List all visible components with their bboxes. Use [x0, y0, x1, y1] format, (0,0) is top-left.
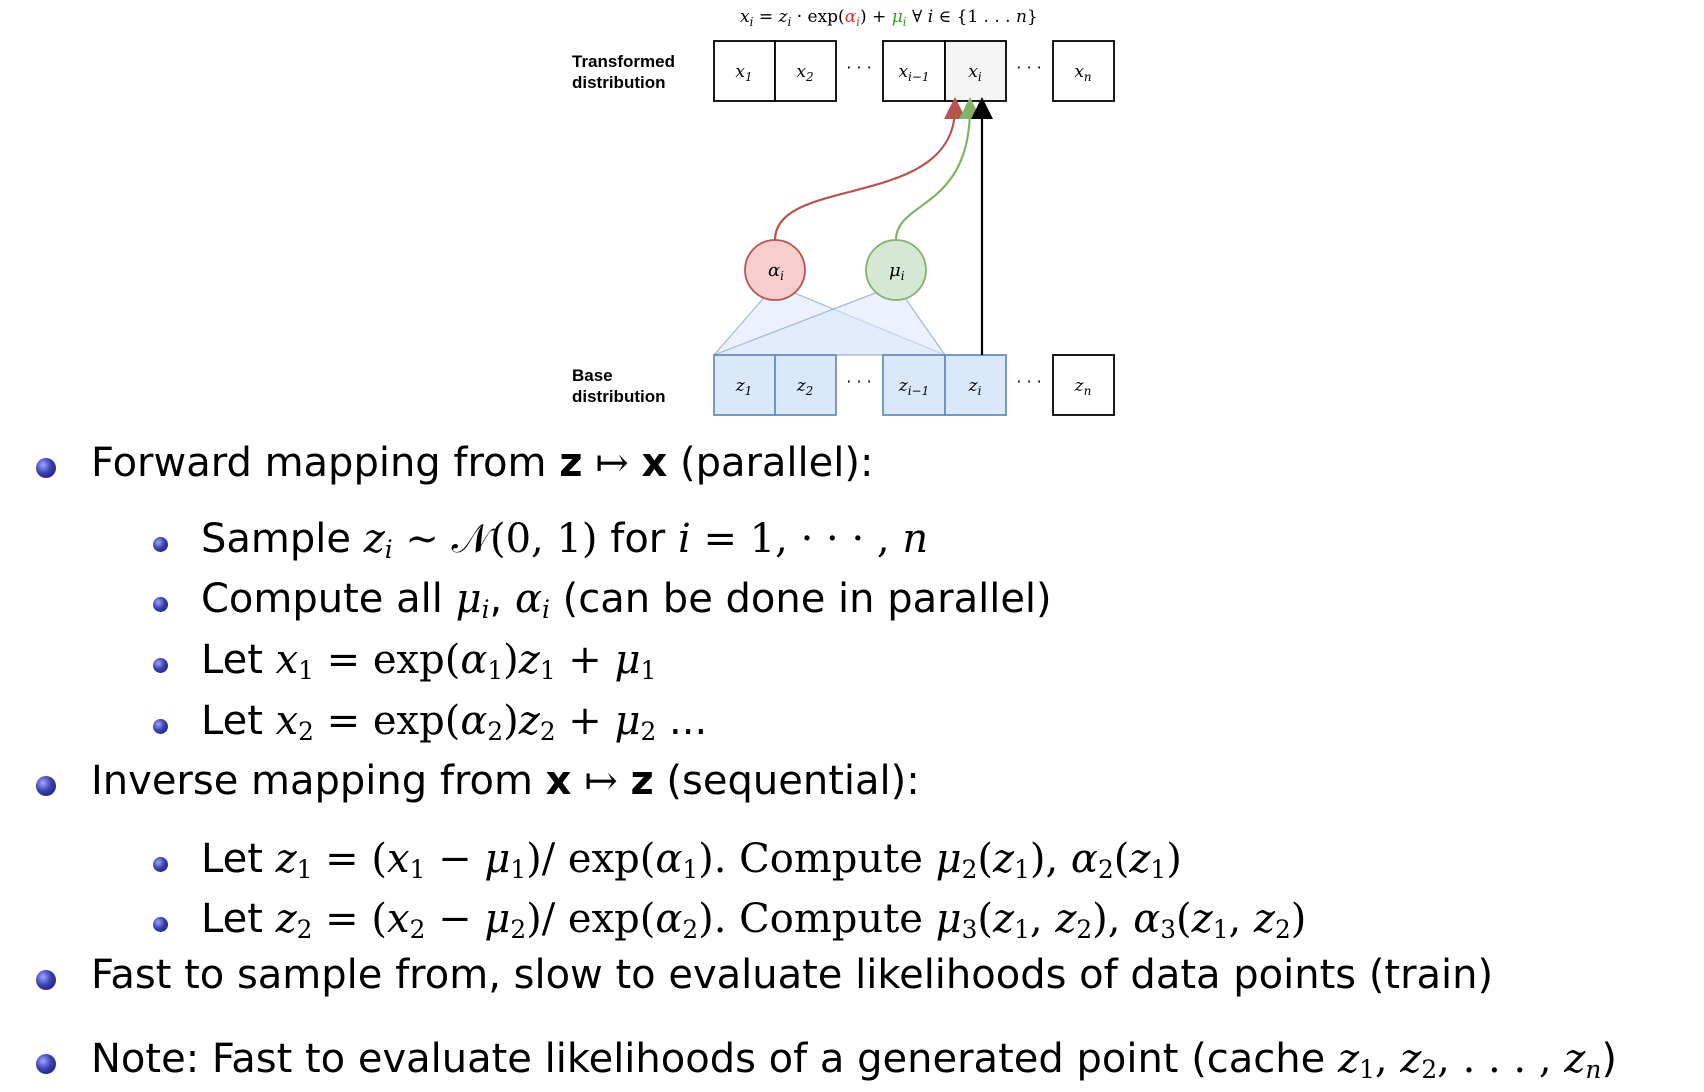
item-compute: Compute all $\mu_i$, $\alpha_i$ (can be done in parallel) [201, 576, 1052, 625]
diagram-formula: $x_i = z_i \cdot \exp(\alpha_i) + \mu_i$ ∀ i ∈ {1 . . . n} [740, 7, 1038, 29]
bullet-let-x1 [153, 658, 168, 673]
bullet-sample [153, 537, 168, 552]
item-forward-mapping: Forward mapping from z ↦ x (parallel): [91, 440, 874, 486]
alpha-node-label: $\alpha_i$ [768, 260, 784, 283]
bullet-inv-z1 [153, 857, 168, 872]
base-label: Base [572, 366, 613, 385]
x-cell-label-5: $x_n$ [1074, 62, 1092, 84]
item-let-x2: Let $x_2 = \exp(\alpha_2)z_2 + \mu_2$ ... [201, 698, 708, 747]
x-cell-label-3: $x_{i-1}$ [898, 62, 930, 84]
base-label-2: distribution [572, 387, 666, 406]
bullet-note [36, 1054, 56, 1074]
x-ellipsis-1: · · · [846, 58, 872, 77]
item-fast-sample: Fast to sample from, slow to evaluate likelihoods of data points (train) [91, 952, 1494, 998]
bullet-forward [36, 458, 56, 478]
x-ellipsis-2: · · · [1016, 58, 1042, 77]
item-inverse-z1: Let $z_1 = (x_1 - \mu_1)/$ $\exp(\alpha_1)$. Compute $\mu_2(z_1)$, $\alpha_2(z_1)$ [201, 836, 1182, 885]
x-cell-label-2: $x_2$ [796, 62, 814, 84]
transformed-label-2: distribution [572, 73, 666, 92]
x-cell-label-1: $x_1$ [735, 62, 753, 84]
bullet-let-x2 [153, 719, 168, 734]
item-note: Note: Fast to evaluate likelihoods of a generated point (cache $z_1$, $z_2$, . . . , $z_n$) [91, 1036, 1617, 1085]
item-inverse-mapping: Inverse mapping from x ↦ z (sequential): [91, 758, 920, 804]
transformed-label: Transformed [572, 52, 675, 71]
z-cell-label-4: $z_i$ [968, 376, 982, 398]
bullet-fast [36, 970, 56, 990]
z-ellipsis-1: · · · [846, 372, 872, 391]
item-sample: Sample $z_i$ ∼ 𝒩(0, 1) for i = 1, · · · , n [201, 516, 929, 565]
bullet-inverse [36, 776, 56, 796]
z-cell-label-3: $z_{i-1}$ [898, 376, 930, 398]
item-inverse-z2: Let $z_2 = (x_2 - \mu_2)/$ $\exp(\alpha_2)$. Compute $\mu_3(z_1$, $z_2$), $\alpha_3(z_1$, $z_2$) [201, 896, 1307, 945]
item-let-x1: Let $x_1 = \exp(\alpha_1)z_1 + \mu_1$ [201, 637, 657, 686]
x-cell-label-4: $x_i$ [968, 62, 982, 84]
autoregressive-flow-diagram [0, 0, 1704, 430]
z-cell-label-1: $z_1$ [735, 376, 753, 398]
bullet-compute [153, 597, 168, 612]
z-ellipsis-2: · · · [1016, 372, 1042, 391]
bullet-inv-z2 [153, 917, 168, 932]
alpha-arrow [775, 108, 955, 240]
mu-node-label: $\mu_i$ [889, 260, 905, 283]
z-cell-label-2: $z_2$ [796, 376, 814, 398]
z-cell-label-5: $z_n$ [1074, 376, 1092, 398]
